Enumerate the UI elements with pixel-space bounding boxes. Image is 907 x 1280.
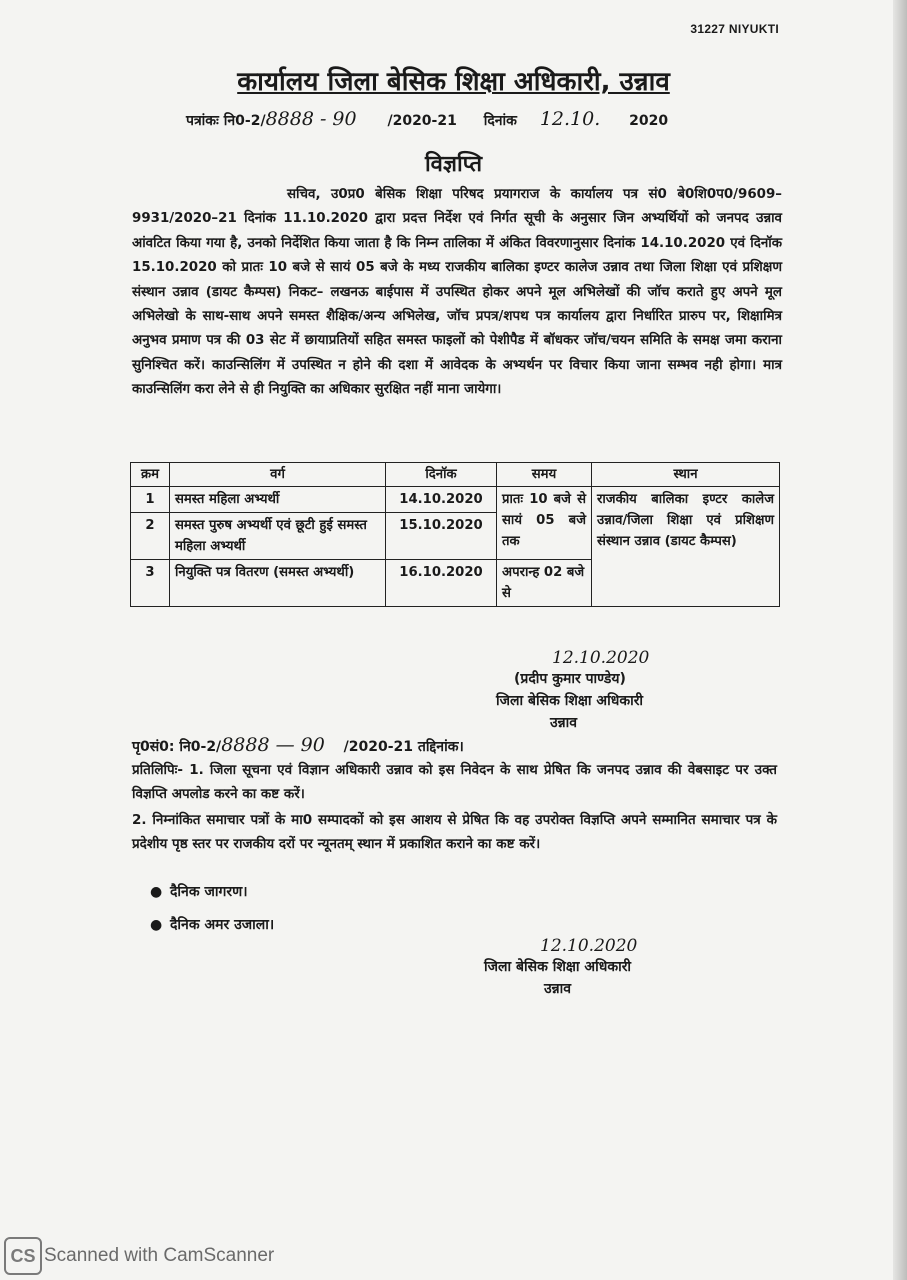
year: 2020 [629, 113, 669, 129]
signature-block-2 [484, 936, 684, 1000]
header-serial: क्रम [131, 463, 170, 487]
page-edge [893, 0, 907, 1280]
row-serial: 1 [131, 487, 170, 513]
header-category: वर्ग [170, 463, 386, 487]
row-venue: राजकीय बालिका इण्टर कालेज उन्नाव/जिला शिक्षा एवं प्रशिक्षण संस्थान उन्नाव (डायट कैम्पस) [592, 487, 780, 607]
list-item [150, 909, 274, 942]
copy-reference [132, 734, 464, 756]
reference-line [186, 108, 668, 130]
header-date: दिनॉक [386, 463, 497, 487]
scanner-watermark [4, 1236, 274, 1276]
signatory-name: (प्रदीप कुमार पाण्डेय) [514, 671, 626, 687]
notice-body-text: सचिव, उ0प्र0 बेसिक शिक्षा परिषद प्रयागराज के कार्यालय पत्र सं0 बे0शि0प0/9609–9931/2020–21 दिनांक 11.10.2020 द्वारा प्रदत्त निर्देश एवं निर्गत सूची के अनुसार जिन अभ्यर्थियों को जनपद उन्नाव आंवटित किया गया है, उनको निर्देशित किया जाता है कि निम्न तालिका में अंकित विवरणानुसार दिनांक 14.10.2020 एवं दिनॉक 15.10.2020 को प्रातः 10 बजे से सायं 05 बजे के मध्य राजकीय बालिका इण्टर कालेज उन्नाव तथा जिला शिक्षा एवं प्रशिक्षण संस्थान उन्नाव (डायट कैम्पस) निकट– लखनऊ बाईपास में उपस्थित होकर अपने मूल अभिलेखों की जॉच कराते हुए अपने मूल अभिलेखो के साथ-साथ अपने समस्त शैक्षिक/अन्य अभिलेख, जॉच प्रपत्र/शपथ पत्र कार्यालय द्वारा निर्धारित प्रारुप पर, शिक्षामित्र अनुभव प्रमाण पत्र की 03 सेट में छायाप्रतियों सहित समस्त फाइलों को पेशीपैड में बॉधकर जॉच/चयन समिति के समक्ष जमा कराना सुनिश्चित करें। काउन्सिलिंग में उपस्थित न होने की दशा में आवेदक के अभ्यर्थन पर विचार किया जाना सम्भव नही होगा। मात्र काउन्सिलिंग करा लेने से ही नियुक्ति का अधिकार सुरक्षित नहीं माना जायेगा। [132, 187, 782, 398]
schedule-table [130, 462, 780, 607]
signature-block-1 [496, 648, 696, 734]
scanner-text: Scanned with CamScanner [44, 1245, 275, 1266]
row-date: 15.10.2020 [386, 513, 497, 560]
signatory-place: उन्नाव [550, 715, 578, 731]
document-code: 31227 NIYUKTI [690, 22, 779, 36]
row-date: 16.10.2020 [386, 560, 497, 607]
bullet-icon: ● [150, 917, 163, 933]
newspaper-name: दैनिक अमर उजाला। [170, 917, 275, 933]
table-row [131, 487, 780, 513]
table-header-row [131, 463, 780, 487]
date-label: दिनांक [483, 113, 517, 129]
row-category: समस्त पुरुष अभ्यर्थी एवं छूटी हुई समस्त महिला अभ्यर्थी [170, 513, 386, 560]
copy-item-1: प्रतिलिपिः- 1. जिला सूचना एवं विज्ञान अधिकारी उन्नाव को इस निवेदन के साथ प्रेषित कि जनपद उन्नाव की वेबसाइट पर उक्त विज्ञप्ति अपलोड करने का कष्ट करें। [132, 762, 777, 802]
row-date: 14.10.2020 [386, 487, 497, 513]
ref-year: /2020-21 [387, 113, 457, 129]
ref-label: पत्रांकः नि0-2/ [186, 113, 266, 129]
copy-ref-prefix: पृ0सं0: नि0-2/ [132, 739, 222, 755]
row-serial: 3 [131, 560, 170, 607]
row-time-common: प्रातः 10 बजे से सायं 05 बजे तक [497, 487, 592, 560]
signatory-designation: जिला बेसिक शिक्षा अधिकारी [496, 693, 644, 709]
row-time: अपरान्ह 02 बजे से [497, 560, 592, 607]
signature-mark: 12.10.2020 [552, 648, 650, 668]
copy-ref-suffix: /2020-21 तद्दिनांक। [343, 739, 464, 755]
ref-number: 8888 - 90 [265, 108, 357, 130]
newspaper-name: दैनिक जागरण। [170, 884, 248, 900]
list-item [150, 876, 274, 909]
copy-item-2: 2. निम्नांकित समाचार पत्रों के मा0 सम्पादकों को इस आशय से प्रेषित कि वह उपरोक्त विज्ञप्ति अपने सम्मानित समाचार पत्र के प्रदेशीय पृष्ठ स्तर पर राजकीय दरों पर न्यूनतम् स्थान में प्रकाशित कराने का कष्ट करें। [132, 812, 777, 852]
row-category: समस्त महिला अभ्यर्थी [170, 487, 386, 513]
notice-body [132, 183, 782, 403]
signature-mark: 12.10.2020 [540, 936, 638, 956]
signatory-designation: जिला बेसिक शिक्षा अधिकारी [484, 959, 632, 975]
date-value: 12.10. [539, 108, 601, 130]
camscanner-logo-icon: CS [4, 1237, 42, 1275]
bullet-icon: ● [150, 884, 163, 900]
header-time: समय [497, 463, 592, 487]
newspaper-list [150, 876, 274, 942]
notice-title: विज्ञप्ति [424, 152, 483, 177]
office-title: कार्यालय जिला बेसिक शिक्षा अधिकारी, उन्नाव [237, 67, 670, 97]
row-category: नियुक्ति पत्र वितरण (समस्त अभ्यर्थी) [170, 560, 386, 607]
copy-ref-number: 8888 — 90 [221, 734, 325, 756]
signatory-place: उन्नाव [544, 981, 572, 997]
row-serial: 2 [131, 513, 170, 560]
header-venue: स्थान [592, 463, 780, 487]
